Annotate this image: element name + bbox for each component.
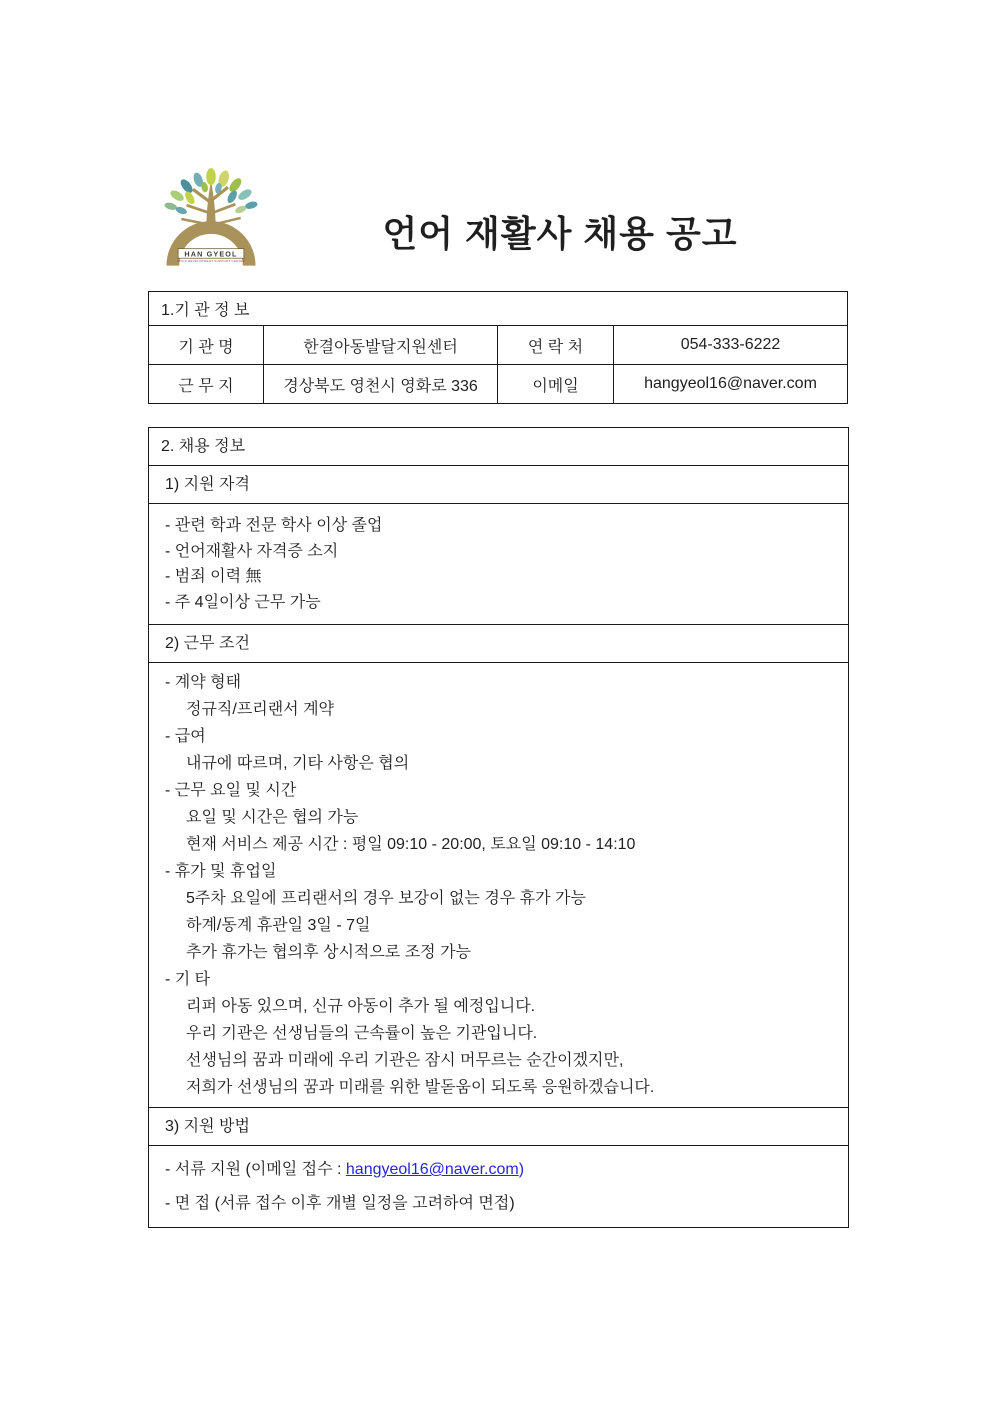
apply-subheader: 3) 지원 방법: [149, 1108, 848, 1146]
qualification-line: - 언어재활사 자격증 소지: [165, 542, 339, 560]
condition-line: 정규직/프리랜서 계약: [186, 701, 334, 718]
apply-line-documents: [149, 1153, 848, 1187]
org-info-table: [148, 291, 848, 404]
apply-line-interview: - 면 접 (서류 접수 이후 개별 일정을 고려하여 면접): [165, 1195, 515, 1212]
condition-line: 하계/동계 휴관일 3일 - 7일: [186, 917, 371, 934]
org-name-label: 기 관 명: [149, 326, 264, 365]
email-link[interactable]: hangyeol16@naver.com: [345, 1161, 519, 1178]
contact-label: 연 락 처: [498, 326, 614, 365]
apply-line-prefix: - 서류 지원 (이메일 접수 :: [165, 1161, 346, 1178]
qualification-subheader: 1) 지원 자격: [149, 466, 848, 504]
logo-name-text: HAN GYEOL: [184, 249, 238, 259]
condition-line: - 기 타: [165, 971, 211, 988]
conditions-body: [149, 663, 848, 1108]
condition-line: 내규에 따르며, 기타 사항은 협의: [186, 755, 410, 772]
contact-value: 054-333-6222: [614, 326, 848, 365]
condition-line: - 급여: [165, 728, 206, 745]
conditions-subheader: 2) 근무 조건: [149, 625, 848, 663]
email-label: 이메일: [498, 365, 614, 404]
org-info-header-row: [149, 292, 848, 326]
table-row: [149, 365, 848, 404]
apply-line-suffix: ): [518, 1161, 525, 1178]
condition-line: 저희가 선생님의 꿈과 미래를 위한 발돋움이 되도록 응원하겠습니다.: [186, 1079, 655, 1096]
apply-body: [149, 1146, 848, 1227]
condition-line: - 계약 형태: [165, 674, 242, 691]
tree-logo-icon: [158, 166, 264, 272]
workplace-label: 근 무 지: [149, 365, 264, 404]
table-row: [149, 326, 848, 365]
condition-line: 우리 기관은 선생님들의 근속률이 높은 기관입니다.: [186, 1025, 538, 1042]
recruit-info-table: [148, 427, 849, 1228]
condition-line: 5주차 요일에 프리랜서의 경우 보강이 없는 경우 휴가 가능: [186, 890, 586, 907]
condition-line: 추가 휴가는 협의후 상시적으로 조정 가능: [186, 944, 471, 961]
page-title: 언어 재활사 채용 공고: [382, 213, 738, 255]
condition-line: 현재 서비스 제공 시간 : 평일 09:10 - 20:00, 토요일 09:10 - 14:10: [186, 836, 636, 853]
condition-line: 선생님의 꿈과 미래에 우리 기관은 잠시 머무르는 순간이겠지만,: [186, 1052, 624, 1069]
qualification-line: - 관련 학과 전문 학사 이상 졸업: [165, 517, 383, 534]
logo-tagline-text: CHILD DEVELOPMENT SUPPORT CENTER: [176, 259, 246, 264]
org-info-header: 1.기 관 정 보: [149, 292, 848, 326]
qualification-line: - 주 4일이상 근무 가능: [165, 593, 321, 611]
condition-line: 요일 및 시간은 협의 가능: [186, 809, 359, 826]
condition-line: - 근무 요일 및 시간: [165, 782, 297, 799]
condition-line: 리퍼 아동 있으며, 신규 아동이 추가 될 예정입니다.: [186, 998, 536, 1015]
hangyeol-logo: [158, 166, 264, 272]
condition-line: - 휴가 및 휴업일: [165, 863, 277, 880]
email-value: hangyeol16@naver.com: [614, 365, 848, 404]
workplace-value: 경상북도 영천시 영화로 336: [264, 365, 498, 404]
qualification-line: - 범죄 이력 無: [165, 568, 262, 585]
qualification-body: [149, 504, 848, 625]
org-name-value: 한결아동발달지원센터: [264, 326, 498, 365]
recruit-header: 2. 채용 정보: [149, 428, 848, 466]
